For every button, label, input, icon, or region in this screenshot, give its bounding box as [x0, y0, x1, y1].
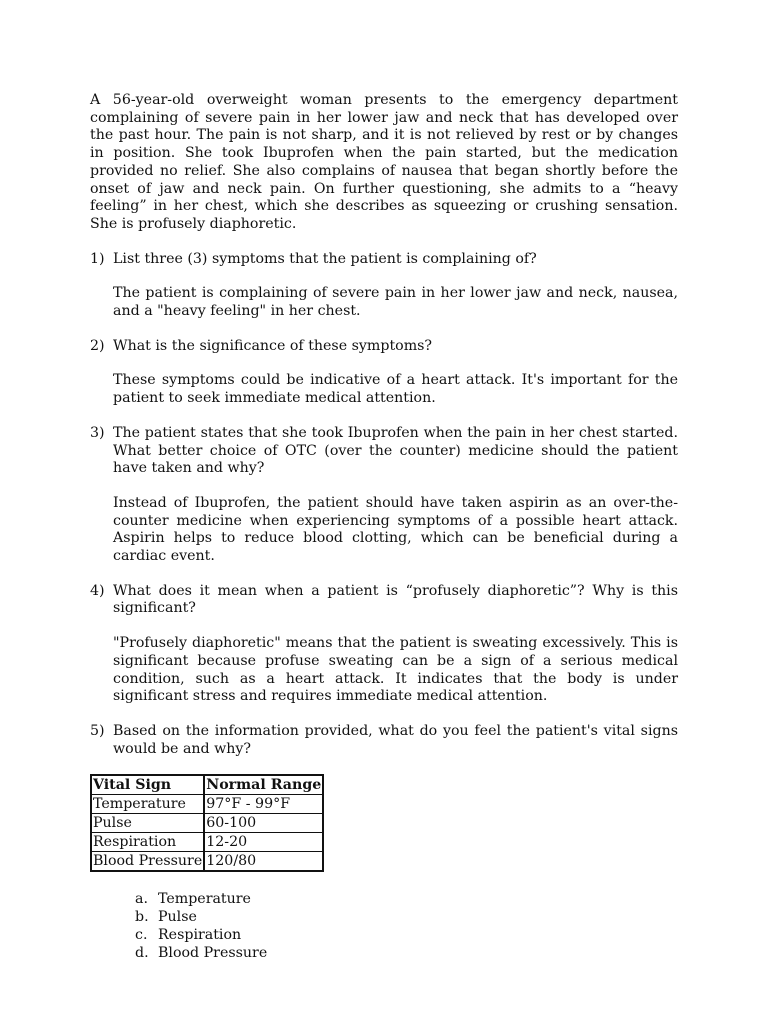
question-text: What is the significance of these symptoms?: [113, 337, 433, 354]
table-cell: Blood Pressure: [93, 853, 203, 870]
table-header-cell: Vital Sign: [93, 777, 172, 794]
list-marker: b.: [135, 909, 149, 926]
table-row: [92, 832, 322, 851]
table-cell: 97°F - 99°F: [203, 794, 322, 813]
table-cell: 120/80: [203, 851, 322, 870]
question-text: What does it mean when a patient is “profusely diaphoretic”? Why is this significant?: [113, 582, 678, 617]
list-item-label: Temperature: [158, 891, 251, 908]
question-number: 1): [90, 250, 105, 267]
table-row: [92, 851, 322, 870]
list-item: [135, 944, 678, 962]
table-cell: Pulse: [92, 813, 203, 832]
vital-signs-table: [90, 774, 324, 872]
question-number: 5): [90, 722, 105, 739]
list-marker: d.: [135, 945, 149, 962]
question-number: 2): [90, 337, 105, 354]
question-4: [90, 583, 678, 706]
question-text: Based on the information provided, what do you feel the patient's vital signs would be and why?: [113, 722, 678, 757]
list-item-label: Respiration: [158, 927, 242, 944]
question-text: List three (3) symptoms that the patient is complaining of?: [113, 250, 537, 267]
answer-text: The patient is complaining of severe pain in her lower jaw and neck, nausea, and a "heavy feeling" in her chest.: [113, 285, 678, 320]
question-1: [90, 251, 678, 321]
list-item-label: Blood Pressure: [158, 945, 268, 962]
case-intro-paragraph: A 56-year-old overweight woman presents to the emergency department complaining of severe pain in her lower jaw and neck that has developed over the past hour. The pain is not sharp, and it is not relieved by rest or by changes in position. She took Ibuprofen when the pain started, but the medication provided no relief. She also complains of nausea that began shortly before the onset of jaw and neck pain. On further questioning, she admits to a “heavy feeling” in her chest, which she describes as squeezing or crushing sensation. She is profusely diaphoretic.: [90, 92, 678, 232]
answer-text: These symptoms could be indicative of a heart attack. It's important for the patient to seek immediate medical attention.: [113, 372, 678, 407]
question-number: 3): [90, 424, 105, 441]
question-2: [90, 338, 678, 408]
table-header-cell: Normal Range: [203, 776, 322, 794]
table-row: [92, 794, 322, 813]
list-item-label: Pulse: [158, 909, 197, 926]
question-5: [90, 723, 678, 962]
table-row: [92, 813, 322, 832]
document-body: [90, 92, 678, 979]
answer-text: "Profusely diaphoretic" means that the patient is sweating excessively. This is significant because profuse sweating can be a sign of a serious medical condition, such as a heart attack. It indicates that the body is under significant stress and requires immediate medical attention.: [113, 635, 678, 705]
list-item: [135, 926, 678, 944]
question-text: The patient states that she took Ibuprofen when the pain in her chest started. What better choice of OTC (over the counter) medicine should the patient have taken and why?: [113, 424, 678, 477]
table-cell: Respiration: [92, 832, 203, 851]
table-cell: 12-20: [203, 832, 322, 851]
question-number: 4): [90, 582, 105, 599]
question-3: [90, 425, 678, 566]
list-marker: a.: [135, 891, 148, 908]
answer-text: Instead of Ibuprofen, the patient should have taken aspirin as an over-the-counter medicine when experiencing symptoms of a possible heart attack. Aspirin helps to reduce blood clotting, which can be beneficial during a cardiac event.: [113, 494, 678, 565]
list-item: [135, 908, 678, 926]
list-item: [135, 890, 678, 908]
vital-signs-sublist: [135, 890, 678, 962]
table-header-row: [92, 776, 322, 794]
table-cell: 60-100: [203, 813, 322, 832]
table-cell: Temperature: [92, 794, 203, 813]
list-marker: c.: [135, 927, 148, 944]
